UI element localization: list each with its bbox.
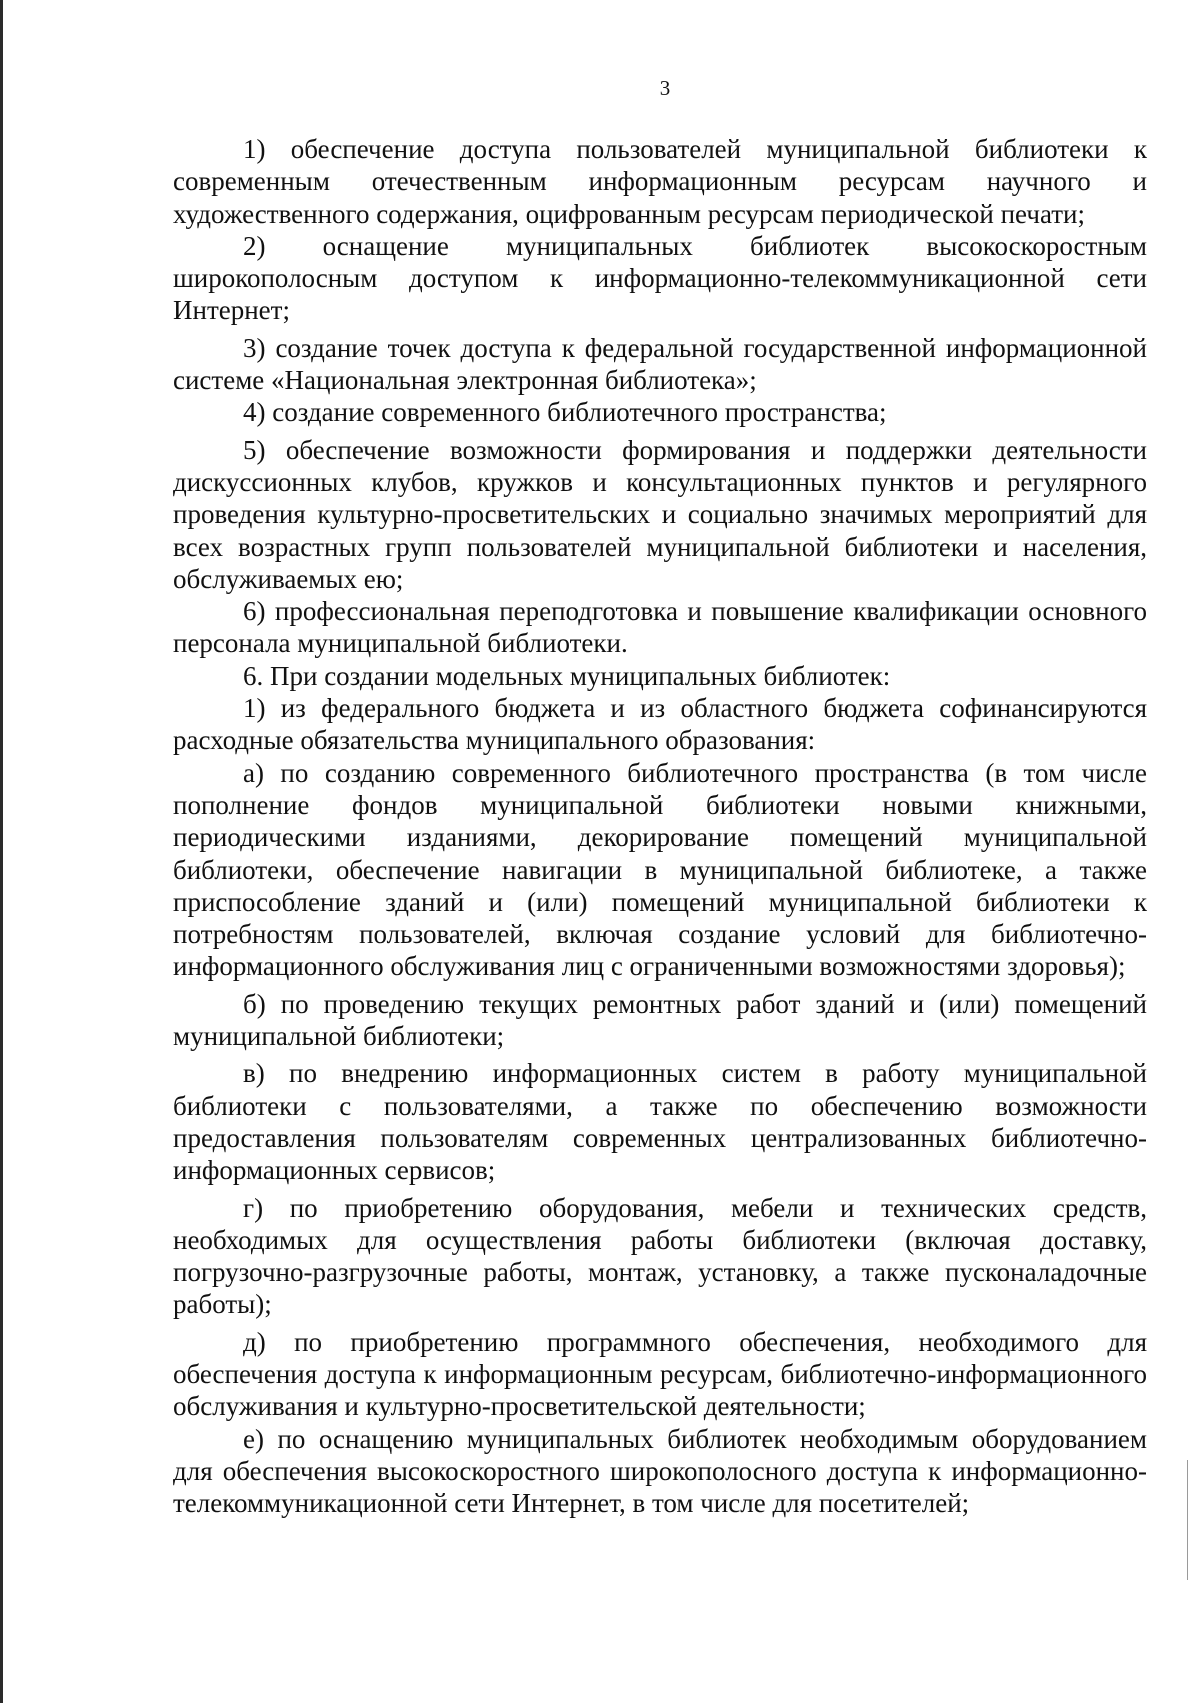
document-body — [173, 133, 1147, 1519]
paragraph-item-2: 2) оснащение муниципальных библиотек высокоскоростным широкополосным доступом к информационно-телекоммуникационной сети Интернет; — [173, 230, 1147, 326]
paragraph-item-3: 3) создание точек доступа к федеральной государственной информационной системе «Национальная электронная библиотека»; — [173, 332, 1147, 396]
scan-left-edge — [0, 0, 3, 1703]
page-number: 3 — [659, 76, 671, 100]
paragraph-item-6: 6) профессиональная переподготовка и повышение квалификации основного персонала муниципальной библиотеки. — [173, 596, 1147, 659]
paragraph-subitem-d: д) по приобретению программного обеспечения, необходимого для обеспечения доступа к информационным ресурсам, библиотечно-информационного обслуживания и культурно-просветительской деятельности; — [173, 1326, 1147, 1422]
section-6-heading: 6. При создании модельных муниципальных библиотек: — [243, 660, 891, 691]
paragraph-subitem-g: г) по приобретению оборудования, мебели и технических средств, необходимых для осуществления работы библиотеки (включая доставку, погрузочно-разгрузочные работы, монтаж, установку, а также пусконаладочные работы); — [173, 1192, 1147, 1320]
paragraph-item-5: 5) обеспечение возможности формирования и поддержки деятельности дискуссионных клубов, кружков и консультационных пунктов и регулярного проведения культурно-просветительских и социально значимых мероприятий для всех возрастных групп пользователей муниципальной библиотеки и населения, обслуживаемых ею; — [173, 434, 1147, 594]
paragraph-item-4: 4) создание современного библиотечного пространства; — [243, 397, 887, 428]
paragraph-subitem-b: б) по проведению текущих ремонтных работ зданий и (или) помещений муниципальной библиотеки; — [173, 988, 1147, 1052]
scan-right-edge — [1187, 1460, 1188, 1580]
paragraph-item-1: 1) обеспечение доступа пользователей муниципальной библиотеки к современным отечественным информационным ресурсам научного и художественного содержания, оцифрованным ресурсам периодической печати; — [173, 134, 1147, 229]
paragraph-subitem-v: в) по внедрению информационных систем в работу муниципальной библиотеки с пользователями, а также по обеспечению возможности предоставления пользователям современных централизованных библиотечно-информационных сервисов; — [173, 1058, 1147, 1186]
paragraph-subitem-a: а) по созданию современного библиотечного пространства (в том числе пополнение фондов муниципальной библиотеки новыми книжными, периодическими изданиями, декорирование помещений муниципальной библиотеки, обеспечение навигации в муниципальной библиотеке, а также приспособление зданий и (или) помещений муниципальной библиотеки к потребностям пользователей, включая создание условий для библиотечно-информационного обслуживания лиц с ограниченными возможностями здоровья); — [173, 757, 1147, 982]
paragraph-subitem-1: 1) из федерального бюджета и из областного бюджета софинансируются расходные обязательства муниципального образования: — [173, 693, 1147, 756]
paragraph-subitem-e: е) по оснащению муниципальных библиотек необходимым оборудованием для обеспечения высокоскоростного широкополосного доступа к информационно-телекоммуникационной сети Интернет, в том числе для посетителей; — [173, 1423, 1147, 1519]
